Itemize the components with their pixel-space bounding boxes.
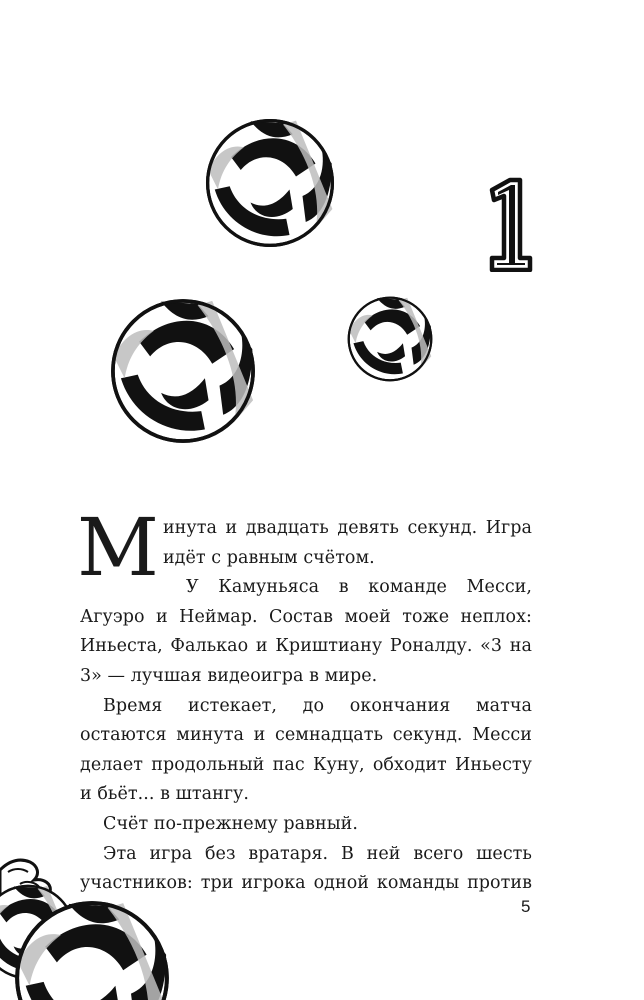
page-number: 5 — [521, 897, 531, 916]
paragraph — [77, 501, 532, 594]
paragraph: Эта игра без вратаря. В ней всего шесть участников: три игрока одной команды против — [80, 843, 532, 894]
paragraph: У Камуньяса в команде Месси, Агуэро и Неймар. Состав моей тоже неплох: Иньеста, Фалькао и Криштиану Роналду. «3 на 3» — лучшая видеоигра в мире. — [80, 577, 532, 686]
drop-cap: М — [77, 501, 159, 594]
soccer-ball-icon — [347, 296, 433, 382]
chapter-number — [486, 176, 534, 272]
soccer-ball-icon — [110, 298, 256, 444]
paragraph: Счёт по-прежнему равный. — [103, 813, 358, 834]
corner-balls-illustration — [0, 850, 170, 1000]
paragraph: Время истекает, до окончания матча остаются минута и семнадцать секунд. Месси делает продольный пас Куну, обходит Иньесту и бьёт... в штангу. — [80, 695, 532, 805]
paragraph-text: инута и двадцать девять секунд. Игра идёт с равным счётом. — [162, 518, 532, 568]
soccer-ball-icon — [205, 118, 335, 248]
